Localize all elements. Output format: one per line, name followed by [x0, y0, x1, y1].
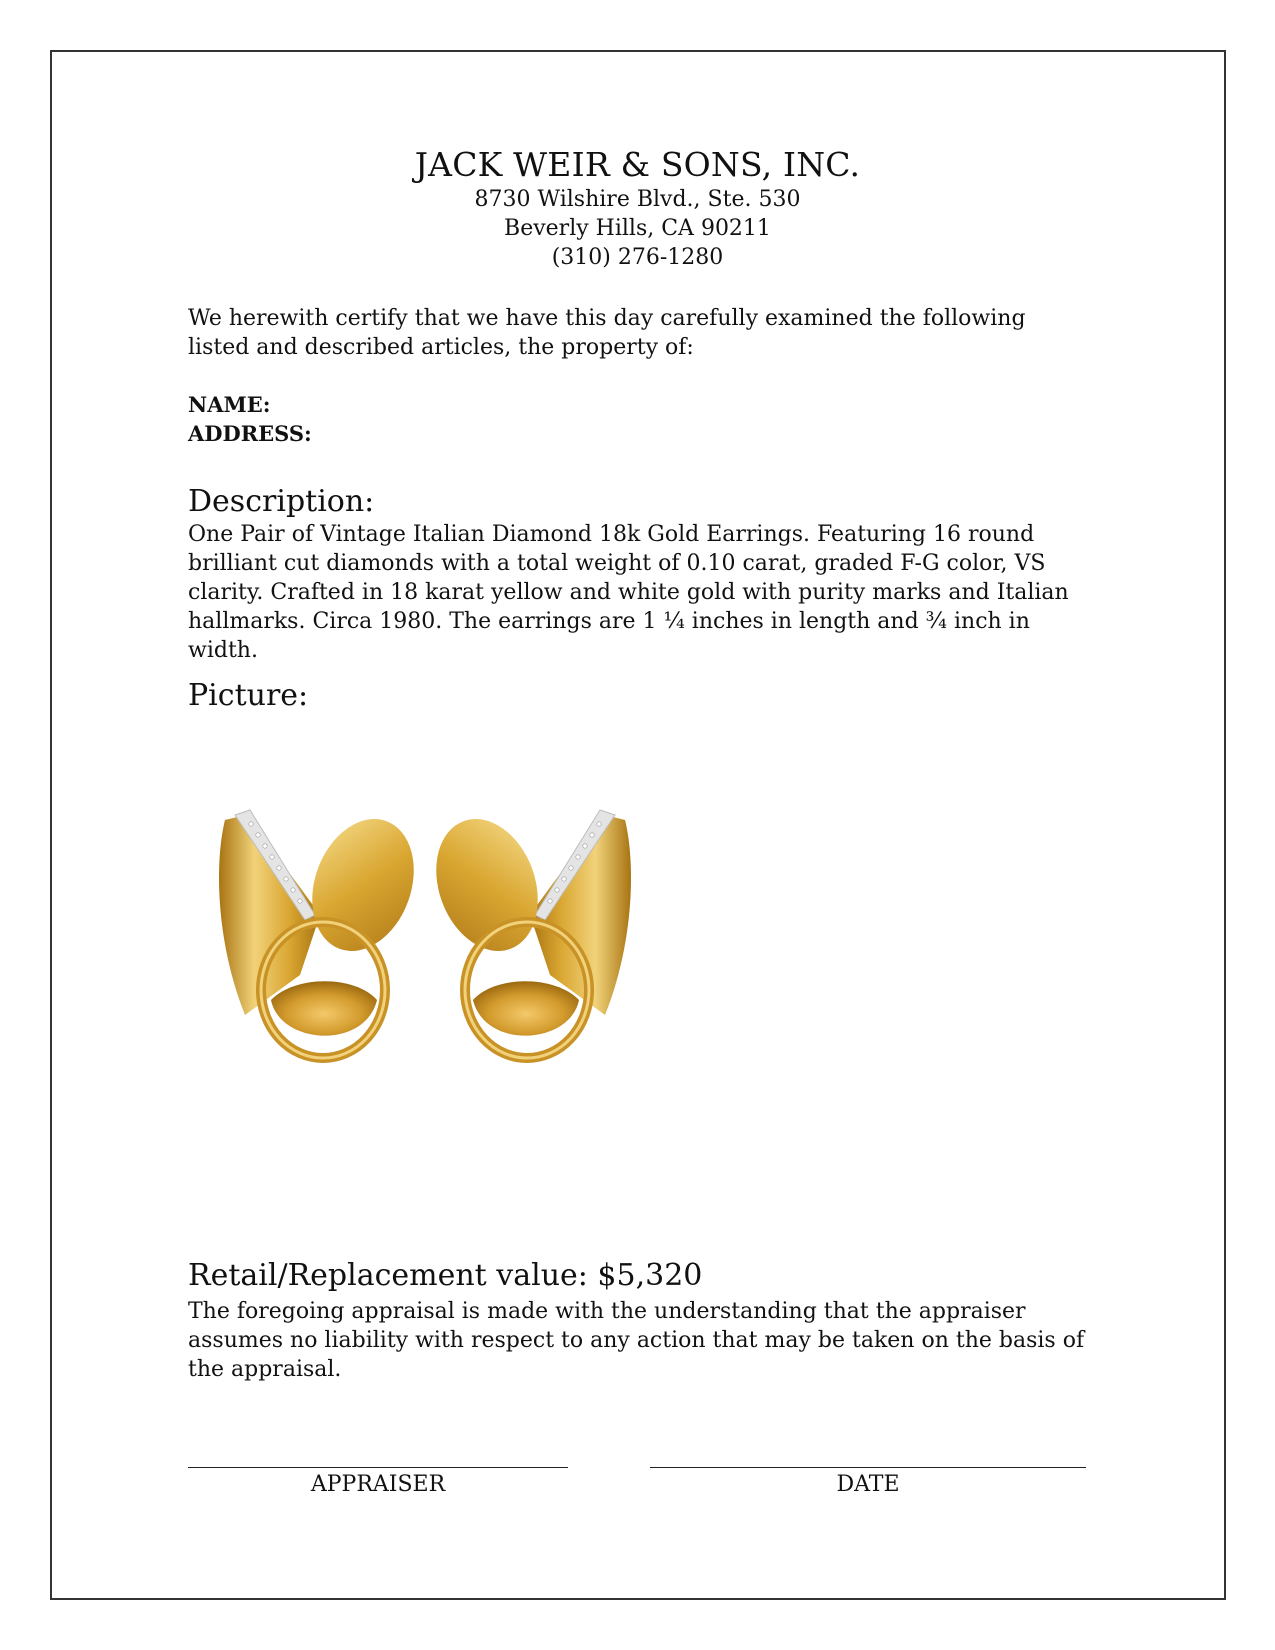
- left-earring: [219, 805, 431, 1058]
- appraiser-signature-line: [188, 1467, 568, 1468]
- date-label: DATE: [836, 1472, 900, 1497]
- certification-intro: We herewith certify that we have this day carefully examined the following listed and described articles, the property of:: [188, 306, 1026, 360]
- date-signature-line: [650, 1467, 1086, 1468]
- description-heading: Description:: [188, 484, 375, 519]
- description-text: One Pair of Vintage Italian Diamond 18k Gold Earrings. Featuring 16 round brilliant cut diamonds with a total weight of 0.10 carat, graded F-G color, VS clarity. Crafted in 18 karat yellow and white gold with purity marks and Italian hallmarks. Circa 1980. The earrings are 1 ¼ inches in length and ¾ inch in width.: [188, 522, 1069, 663]
- name-label: NAME:: [188, 392, 271, 417]
- appraiser-label: APPRAISER: [310, 1472, 446, 1497]
- appraisal-disclaimer: The foregoing appraisal is made with the understanding that the appraiser assumes no liability with respect to any action that may be taken on the basis of the appraisal.: [188, 1299, 1085, 1382]
- company-address-line2: Beverly Hills, CA 90211: [504, 216, 771, 241]
- address-label: ADDRESS:: [188, 421, 312, 446]
- retail-value-heading: Retail/Replacement value: $5,320: [188, 1258, 703, 1293]
- right-earring: [419, 805, 631, 1058]
- company-name: JACK WEIR & SONS, INC.: [414, 145, 861, 184]
- picture-heading: Picture:: [188, 678, 309, 713]
- company-address-line1: 8730 Wilshire Blvd., Ste. 530: [474, 187, 801, 212]
- earrings-photo: [205, 800, 685, 1080]
- company-phone: (310) 276-1280: [551, 245, 724, 270]
